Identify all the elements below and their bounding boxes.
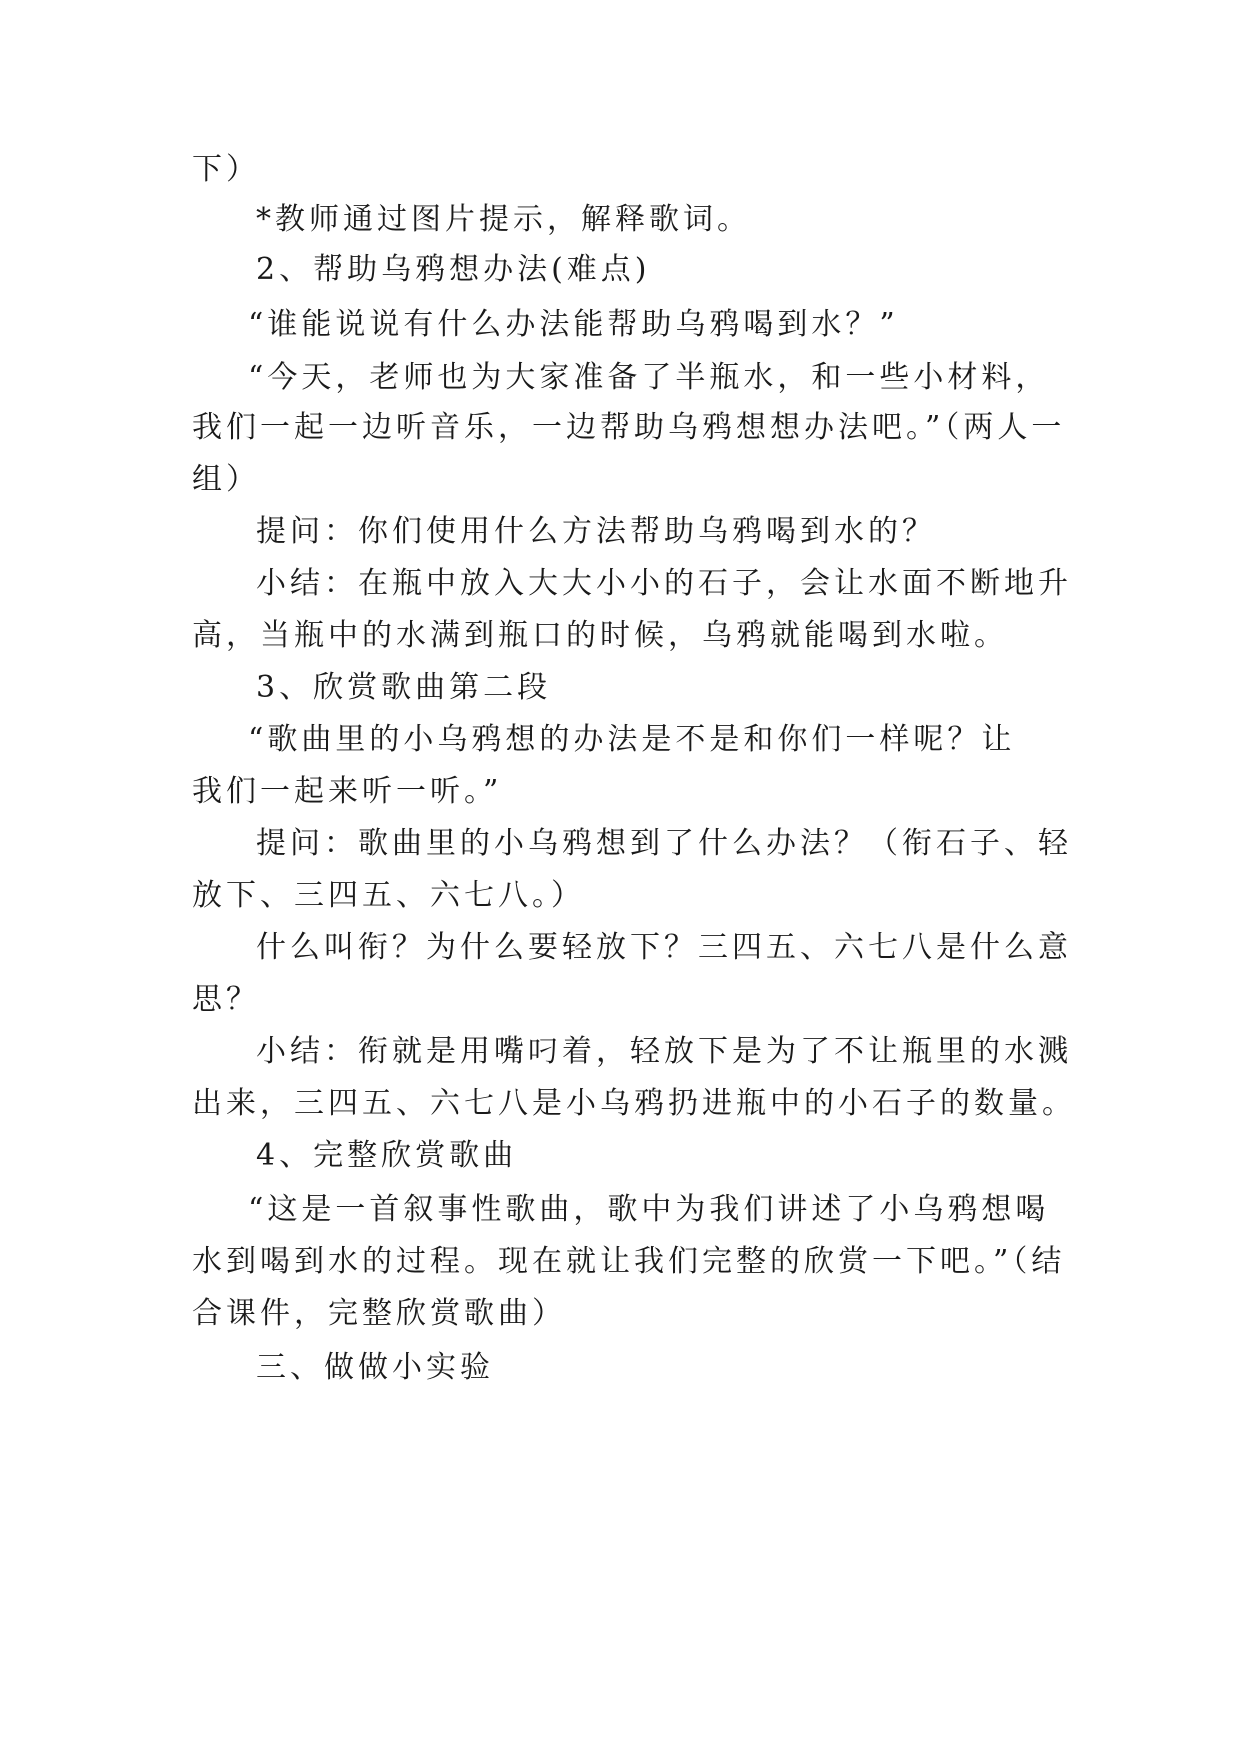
section-heading: 三、做做小实验 — [256, 1350, 494, 1385]
text-line: *教师通过图片提示，解释歌词。 — [256, 202, 751, 237]
text-line: 出来，三四五、六七八是小乌鸦扔进瓶中的小石子的数量。 — [192, 1086, 1076, 1121]
text-line: 小结：在瓶中放入大大小小的石子，会让水面不断地升 — [256, 566, 1072, 601]
text-line: “歌曲里的小乌鸦想的办法是不是和你们一样呢？让 — [248, 722, 1016, 757]
text-line: 组） — [192, 462, 260, 497]
text-line: 我们一起一边听音乐，一边帮助乌鸦想想办法吧。”（两人一 — [192, 410, 1066, 445]
text-line: 放下、三四五、六七八。） — [192, 878, 585, 913]
text-line: “谁能说说有什么办法能帮助乌鸦喝到水？” — [248, 307, 899, 342]
text-line: “这是一首叙事性歌曲，歌中为我们讲述了小乌鸦想喝 — [248, 1192, 1050, 1227]
text-line: 提问：你们使用什么方法帮助乌鸦喝到水的？ — [256, 514, 936, 549]
text-line: 下） — [192, 152, 260, 187]
text-line: 什么叫衔？为什么要轻放下？三四五、六七八是什么意 — [256, 930, 1072, 965]
text-line: 水到喝到水的过程。现在就让我们完整的欣赏一下吧。”（结 — [192, 1244, 1066, 1279]
text-line: 我们一起来听一听。” — [192, 774, 503, 809]
text-line: “今天，老师也为大家准备了半瓶水，和一些小材料， — [248, 360, 1050, 395]
text-line: 小结：衔就是用嘴叼着，轻放下是为了不让瓶里的水溅 — [256, 1034, 1072, 1069]
text-line: 高，当瓶中的水满到瓶口的时候，乌鸦就能喝到水啦。 — [192, 618, 1008, 653]
section-heading: 2、帮助乌鸦想办法(难点) — [256, 252, 651, 287]
text-line: 思？ — [192, 982, 260, 1017]
text-line: 合课件，完整欣赏歌曲） — [192, 1296, 566, 1331]
section-heading: 3、欣赏歌曲第二段 — [256, 670, 552, 705]
text-line: 提问：歌曲里的小乌鸦想到了什么办法？（衔石子、轻 — [256, 826, 1072, 861]
section-heading: 4、完整欣赏歌曲 — [256, 1138, 518, 1173]
